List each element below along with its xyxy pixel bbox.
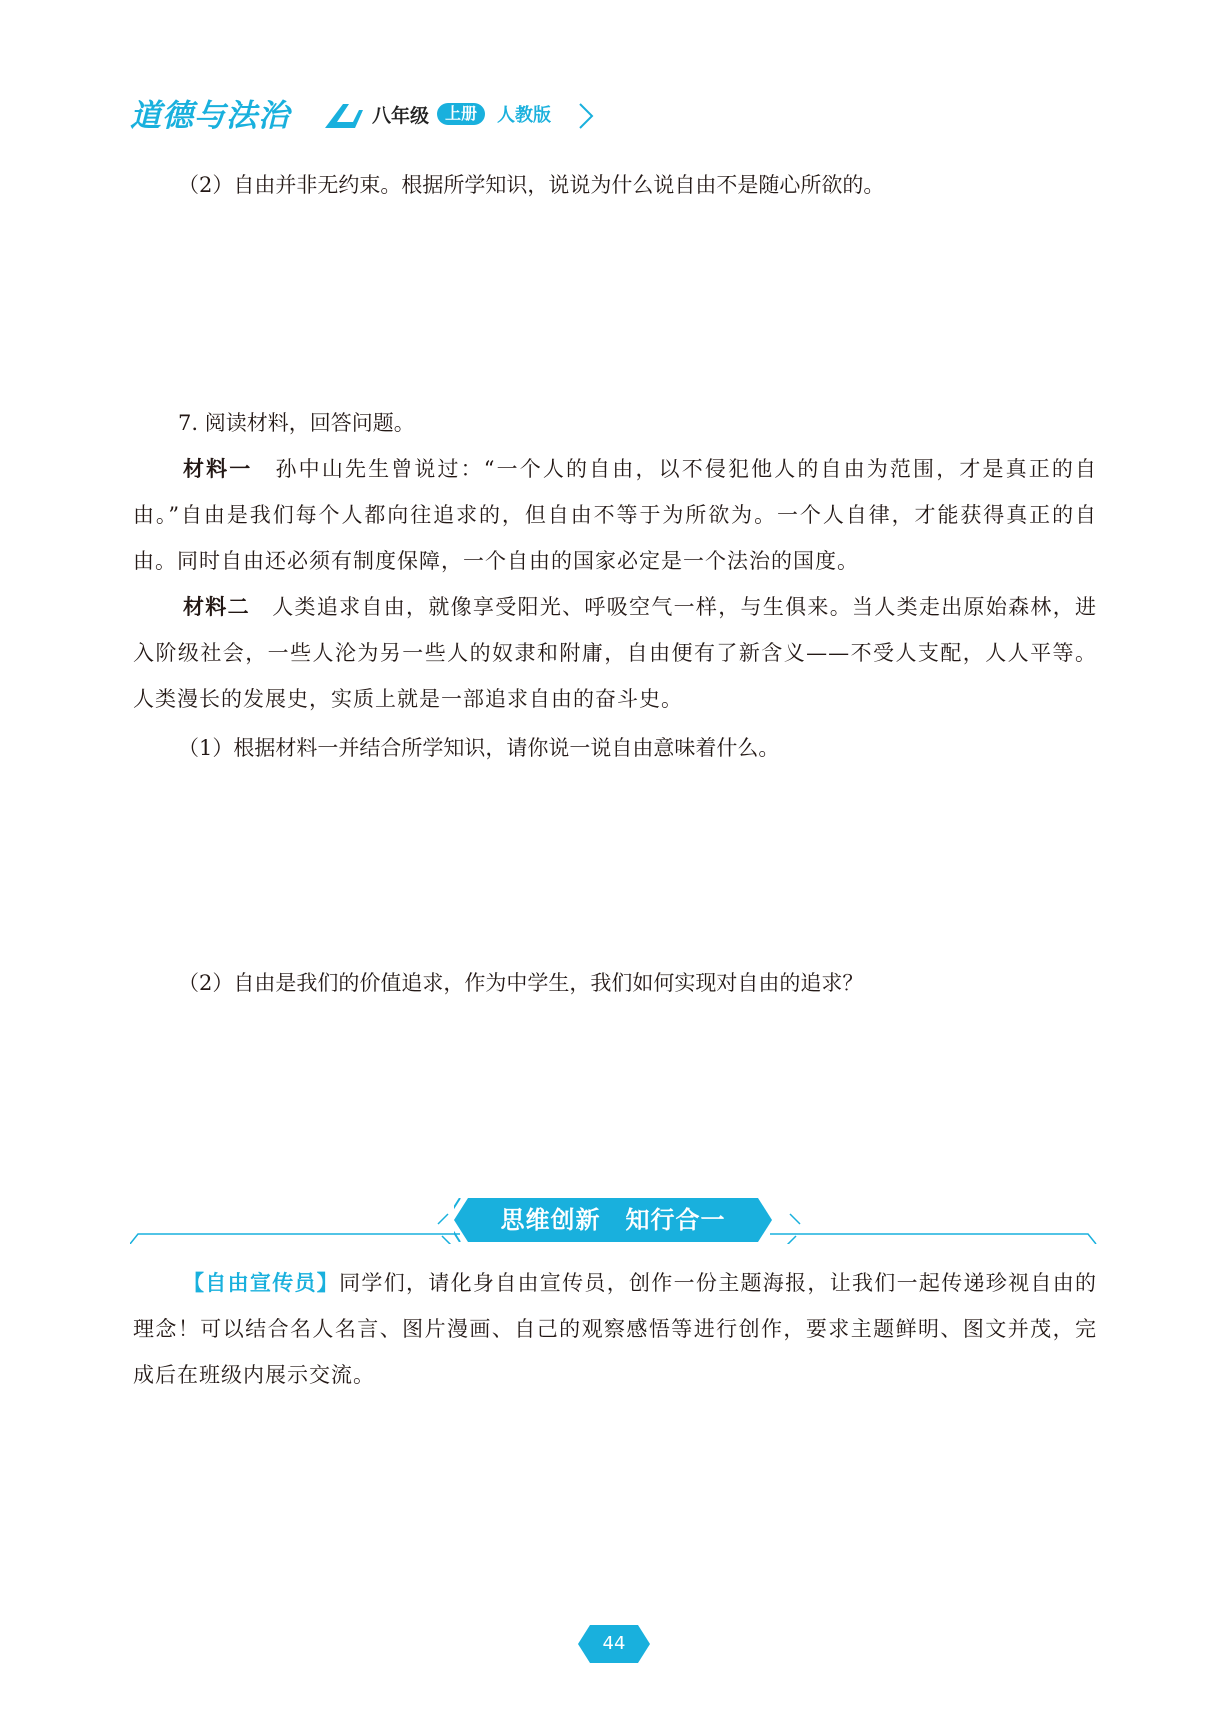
material-2	[133, 584, 1097, 722]
book-title: 道德与法治	[130, 98, 290, 134]
activity-text: 同学们，请化身自由宣传员，创作一份主题海报，让我们一起传递珍视自由的理念！可以结合名人名言、图片漫画、自己的观察感悟等进行创作，要求主题鲜明、图文并茂，完成后在班级内展示交流。	[133, 1271, 1098, 1387]
question-7-title: 7. 阅读材料，回答问题。	[178, 411, 415, 435]
edition-label: 人教版	[497, 105, 551, 126]
section-title: 思维创新 知行合一	[500, 1206, 726, 1234]
material-1-label: 材料一	[183, 457, 253, 481]
pen-logo-icon	[323, 100, 365, 132]
question-6-2: （2）自由并非无约束。根据所学知识，说说为什么说自由不是随心所欲的。	[178, 173, 885, 197]
volume-badge: 上册	[437, 103, 485, 125]
question-7-1: （1）根据材料一并结合所学知识，请你说一说自由意味着什么。	[178, 736, 780, 760]
material-2-text: 人类追求自由，就像享受阳光、呼吸空气一样，与生俱来。当人类走出原始森林，进入阶级社会，一些人沦为另一些人的奴隶和附庸，自由便有了新含义——不受人支配，人人平等。人类漫长的发展史，实质上就是一部追求自由的奋斗史。	[133, 595, 1098, 711]
material-1-text: 孙中山先生曾说过：“一个人的自由，以不侵犯他人的自由为范围，才是真正的自由。”自由是我们每个人都向往追求的，但自由不等于为所欲为。一个人自律，才能获得真正的自由。同时自由还必须有制度保障，一个自由的国家必定是一个法治的国度。	[133, 457, 1098, 573]
material-1	[133, 446, 1097, 584]
activity-tag: 【自由宣传员】	[183, 1271, 340, 1295]
page-number: 44	[602, 1633, 626, 1654]
grade-label: 八年级	[372, 105, 430, 127]
material-2-label: 材料二	[183, 595, 250, 619]
activity-paragraph	[133, 1260, 1097, 1398]
chevron-right-icon	[576, 102, 596, 130]
page-header	[130, 96, 600, 136]
question-7-2: （2）自由是我们的价值追求，作为中学生，我们如何实现对自由的追求？	[178, 971, 864, 995]
